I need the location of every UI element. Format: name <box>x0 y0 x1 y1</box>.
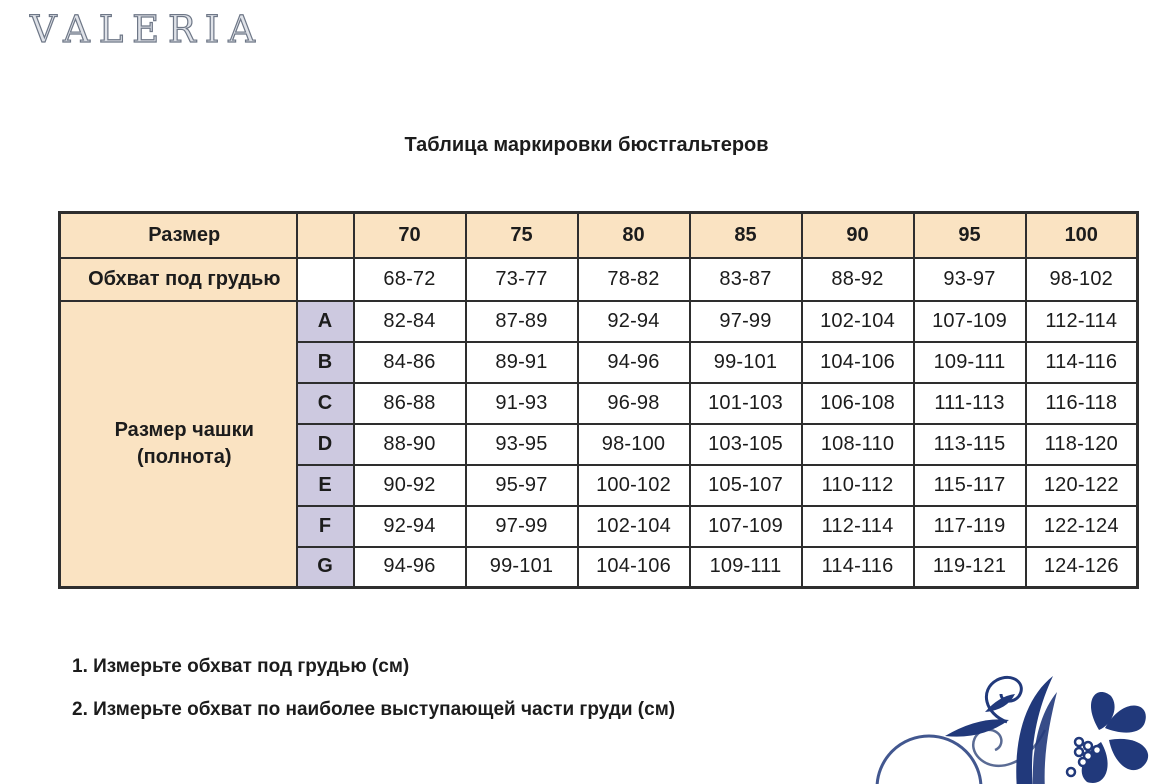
instructions-list <box>72 656 675 742</box>
cup-letter-cell: F <box>297 506 354 547</box>
size-column-header: 85 <box>690 213 802 258</box>
bust-value-cell: 120-122 <box>1026 465 1138 506</box>
bust-value-cell: 96-98 <box>578 383 690 424</box>
bust-value-cell: 97-99 <box>690 301 802 342</box>
bust-value-cell: 92-94 <box>354 506 466 547</box>
cup-letter-cell: C <box>297 383 354 424</box>
underbust-value-cell: 98-102 <box>1026 258 1138 301</box>
bust-value-cell: 114-116 <box>802 547 914 588</box>
size-table <box>58 211 1139 589</box>
bust-value-cell: 100-102 <box>578 465 690 506</box>
underbust-value-cell: 88-92 <box>802 258 914 301</box>
size-column-header: 80 <box>578 213 690 258</box>
bust-value-cell: 86-88 <box>354 383 466 424</box>
underbust-row-label: Обхват под грудью <box>60 258 297 301</box>
cup-size-label-line1: Размер чашки <box>114 418 254 441</box>
underbust-row <box>60 258 1138 301</box>
bust-value-cell: 106-108 <box>802 383 914 424</box>
bust-value-cell: 95-97 <box>466 465 578 506</box>
bust-value-cell: 124-126 <box>1026 547 1138 588</box>
size-column-header: 70 <box>354 213 466 258</box>
bust-value-cell: 115-117 <box>914 465 1026 506</box>
bust-value-cell: 92-94 <box>578 301 690 342</box>
size-row-spacer-cell <box>297 213 354 258</box>
bust-value-cell: 101-103 <box>690 383 802 424</box>
underbust-value-cell: 93-97 <box>914 258 1026 301</box>
bust-value-cell: 82-84 <box>354 301 466 342</box>
bust-value-cell: 99-101 <box>466 547 578 588</box>
underbust-row-spacer-cell <box>297 258 354 301</box>
bust-value-cell: 103-105 <box>690 424 802 465</box>
bust-value-cell: 122-124 <box>1026 506 1138 547</box>
bust-value-cell: 111-113 <box>914 383 1026 424</box>
cup-letter-cell: D <box>297 424 354 465</box>
instruction-step-2: 2. Измерьте обхват по наиболее выступающей части груди (см) <box>72 699 676 720</box>
bust-value-cell: 90-92 <box>354 465 466 506</box>
bust-value-cell: 104-106 <box>802 342 914 383</box>
bust-value-cell: 112-114 <box>1026 301 1138 342</box>
bust-value-cell: 116-118 <box>1026 383 1138 424</box>
bust-value-cell: 118-120 <box>1026 424 1138 465</box>
underbust-value-cell: 78-82 <box>578 258 690 301</box>
bust-value-cell: 114-116 <box>1026 342 1138 383</box>
page-title: Таблица маркировки бюстгальтеров <box>404 134 769 156</box>
cup-letter-cell: B <box>297 342 354 383</box>
bust-value-cell: 113-115 <box>914 424 1026 465</box>
bust-value-cell: 102-104 <box>802 301 914 342</box>
size-row-label: Размер <box>60 213 297 258</box>
bust-value-cell: 108-110 <box>802 424 914 465</box>
size-table-body <box>60 213 1138 588</box>
bust-value-cell: 84-86 <box>354 342 466 383</box>
bust-value-cell: 104-106 <box>578 547 690 588</box>
bust-value-cell: 110-112 <box>802 465 914 506</box>
bust-value-cell: 102-104 <box>578 506 690 547</box>
bust-value-cell: 94-96 <box>354 547 466 588</box>
size-row <box>60 213 1138 258</box>
underbust-value-cell: 83-87 <box>690 258 802 301</box>
bust-value-cell: 109-111 <box>914 342 1026 383</box>
size-column-header: 100 <box>1026 213 1138 258</box>
size-column-header: 90 <box>802 213 914 258</box>
bust-value-cell: 107-109 <box>914 301 1026 342</box>
cup-size-label <box>60 301 297 588</box>
bust-value-cell: 91-93 <box>466 383 578 424</box>
size-column-header: 75 <box>466 213 578 258</box>
underbust-value-cell: 68-72 <box>354 258 466 301</box>
bust-value-cell: 97-99 <box>466 506 578 547</box>
floral-swirl-ornament-icon <box>867 670 1167 784</box>
bust-value-cell: 105-107 <box>690 465 802 506</box>
cup-letter-cell: A <box>297 301 354 342</box>
cup-row-A <box>60 301 1138 342</box>
bust-value-cell: 87-89 <box>466 301 578 342</box>
size-column-header: 95 <box>914 213 1026 258</box>
bust-value-cell: 107-109 <box>690 506 802 547</box>
bust-value-cell: 88-90 <box>354 424 466 465</box>
underbust-value-cell: 73-77 <box>466 258 578 301</box>
bust-value-cell: 117-119 <box>914 506 1026 547</box>
brand-logo: VALERIA <box>30 8 264 51</box>
bust-value-cell: 94-96 <box>578 342 690 383</box>
bust-value-cell: 112-114 <box>802 506 914 547</box>
instruction-step-1: 1. Измерьте обхват под грудью (см) <box>72 656 410 677</box>
bust-value-cell: 99-101 <box>690 342 802 383</box>
bust-value-cell: 93-95 <box>466 424 578 465</box>
bust-value-cell: 119-121 <box>914 547 1026 588</box>
bust-value-cell: 98-100 <box>578 424 690 465</box>
cup-letter-cell: E <box>297 465 354 506</box>
bust-value-cell: 109-111 <box>690 547 802 588</box>
bust-value-cell: 89-91 <box>466 342 578 383</box>
cup-size-label-line2: (полнота) <box>136 445 232 468</box>
cup-letter-cell: G <box>297 547 354 588</box>
